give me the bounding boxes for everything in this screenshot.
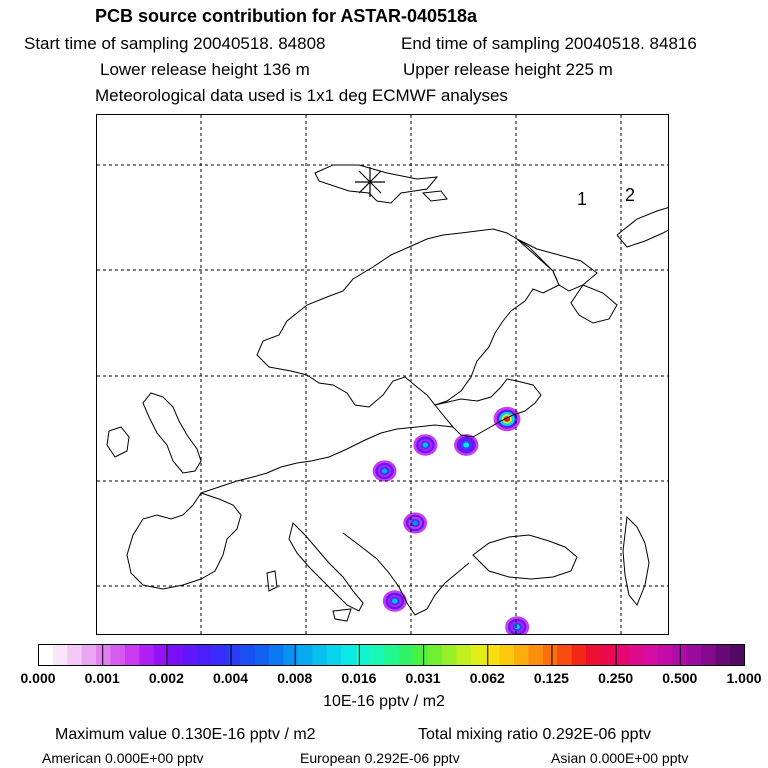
colorbar-segment	[183, 645, 198, 666]
colorbar-segment	[53, 645, 68, 666]
colorbar-segment	[39, 645, 54, 666]
colorbar-segment	[615, 645, 630, 666]
coastline-baltic	[435, 379, 541, 437]
map-label-2: 2	[625, 185, 636, 205]
map-label-1: 1	[577, 189, 588, 209]
colorbar-segment	[687, 645, 702, 666]
coastline-italy	[289, 523, 363, 611]
coastline-britain	[143, 393, 201, 473]
colorbar-tick-label: 0.250	[598, 670, 634, 686]
colorbar-segment	[730, 645, 745, 666]
asian-contribution-text: Asian 0.000E+00 pptv	[551, 750, 689, 766]
colorbar-tick-label: 0.125	[533, 670, 569, 686]
colorbar-segment	[139, 645, 154, 666]
colorbar-tick-label: 0.016	[341, 670, 377, 686]
colorbar-segment	[226, 645, 241, 666]
chart-title: PCB source contribution for ASTAR-040518a	[95, 6, 478, 26]
coastline-sicily	[333, 609, 351, 621]
plume-ring	[463, 442, 469, 447]
plume-ring	[423, 443, 429, 448]
colorbar-segment	[125, 645, 140, 666]
colorbar-segment	[644, 645, 659, 666]
plume-ring	[412, 521, 417, 526]
colorbar-segment	[442, 645, 457, 666]
colorbar-tick-label: 0.000	[20, 670, 56, 686]
colorbar-segment	[572, 645, 587, 666]
colorbar-segment	[240, 645, 255, 666]
coastline-black-sea	[473, 535, 577, 579]
colorbar-segment	[413, 645, 428, 666]
colorbar-segment	[471, 645, 486, 666]
plume-ring	[514, 625, 520, 630]
colorbar-segment	[269, 645, 284, 666]
colorbar-tick-label: 0.008	[277, 670, 313, 686]
map-svg	[97, 115, 669, 635]
colorbar-segment	[500, 645, 515, 666]
colorbar-segment	[298, 645, 313, 666]
colorbar-segment	[629, 645, 644, 666]
coastline-europe	[201, 425, 453, 493]
colorbar-segment	[370, 645, 385, 666]
european-contribution-text: European 0.292E-06 pptv	[300, 750, 460, 766]
colorbar	[38, 644, 745, 666]
coastline-novaya-zemlya	[617, 207, 669, 247]
colorbar-segment	[586, 645, 601, 666]
north-pole-marker	[355, 167, 385, 197]
colorbar-segment	[67, 645, 82, 666]
colorbar-segment	[82, 645, 97, 666]
colorbar-segment	[456, 645, 471, 666]
total-mixing-ratio-text: Total mixing ratio 0.292E-06 pptv	[418, 726, 652, 743]
plume	[403, 512, 427, 533]
coastlines	[107, 165, 669, 621]
colorbar-segment	[197, 645, 212, 666]
colorbar-segment	[312, 645, 327, 666]
coastline-ireland	[107, 427, 129, 457]
colorbar-segment	[327, 645, 342, 666]
start-time-label: Start time of sampling 20040518. 84808	[24, 34, 326, 53]
upper-release-height-label: Upper release height 225 m	[403, 60, 613, 79]
plume	[413, 434, 437, 455]
colorbar-segment	[600, 645, 615, 666]
colorbar-units: 10E-16 pptv / m2	[323, 693, 445, 710]
colorbar-segment	[211, 645, 226, 666]
plume-ring	[382, 469, 388, 474]
colorbar-tick-label: 0.031	[405, 670, 441, 686]
coastline-svalbard	[315, 165, 437, 203]
plume-ring	[392, 599, 398, 604]
plume	[454, 434, 478, 456]
plume	[373, 460, 397, 481]
coastline-sardinia	[267, 571, 277, 591]
map-panel	[96, 114, 669, 635]
colorbar-segment	[716, 645, 731, 666]
meteorological-data-label: Meteorological data used is 1x1 deg ECMWF analyses	[95, 86, 508, 105]
colorbar-segment	[528, 645, 543, 666]
colorbar-segment	[384, 645, 399, 666]
colorbar-tick-label: 0.004	[213, 670, 249, 686]
colorbar-tick-label: 0.500	[662, 670, 698, 686]
lower-release-height-label: Lower release height 136 m	[100, 60, 310, 79]
colorbar-segment	[355, 645, 370, 666]
coastline-iberia	[127, 493, 241, 589]
plume	[505, 616, 529, 635]
coastline-caspian	[623, 517, 649, 605]
colorbar-tick-label: 0.062	[469, 670, 505, 686]
colorbar-segment	[543, 645, 558, 666]
colorbar-segment	[701, 645, 716, 666]
maximum-value-text: Maximum value 0.130E-16 pptv / m2	[55, 726, 316, 743]
colorbar-segment	[514, 645, 529, 666]
end-time-label: End time of sampling 20040518. 84816	[401, 34, 697, 53]
colorbar-segment	[168, 645, 183, 666]
american-contribution-text: American 0.000E+00 pptv	[42, 750, 204, 766]
colorbar-segment	[557, 645, 572, 666]
colorbar-tick-label: 0.001	[84, 670, 120, 686]
colorbar-segment	[341, 645, 356, 666]
colorbar-tick-label: 0.002	[148, 670, 184, 686]
coastline-svalbard-east	[423, 191, 447, 201]
colorbar-tick-label: 1.000	[726, 670, 762, 686]
plume-layer	[209, 407, 622, 635]
coastline-white-sea	[571, 285, 617, 323]
plume	[383, 590, 407, 611]
colorbar-segment	[428, 645, 443, 666]
colorbar-segment	[111, 645, 126, 666]
colorbar-segment	[255, 645, 270, 666]
colorbar-segment	[399, 645, 414, 666]
colorbar-segment	[283, 645, 298, 666]
colorbar-segment	[96, 645, 111, 666]
colorbar-segment	[658, 645, 673, 666]
